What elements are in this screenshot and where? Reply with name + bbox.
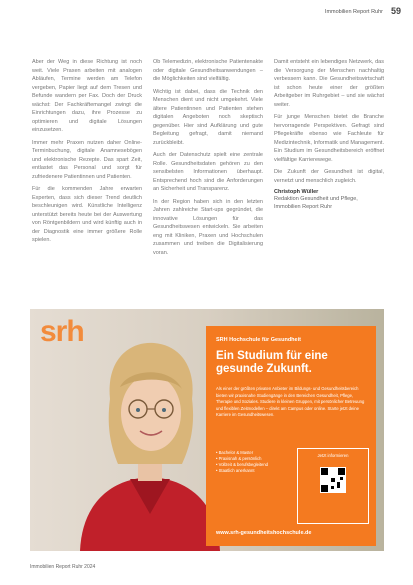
info-panel [206,326,376,546]
paragraph: Für die kommenden Jahre erwarten Experten, dass sich dieser Trend deutlich beschleunigen wird. Künstliche Intelligenz unterstützt bereits heute bei der Auswertung von Röntgenbildern und wird künftig auch in der Diagnostik eine immer größere Rolle spielen. [32,186,142,243]
article-column-1 [32,58,142,302]
author-signature: Christoph Wüller [274,189,319,195]
ad-headline-label: SRH Hochschule für Gesundheit [216,337,301,343]
paragraph: Wichtig ist dabei, dass die Technik den Menschen dient und nicht umgekehrt. Viele ältere Patientinnen und Patienten stehen digitalen Angeboten noch skeptisch gegenüber. Hier sind Aufklärung und gute Begleitung gefragt, damit niemand zurückbleibt. [153,88,263,146]
qr-scan-box[interactable] [297,448,369,524]
page-footer: Immobilien Report Ruhr 2024 [30,564,96,570]
ad-feature-list [216,450,286,474]
srh-logo: srh [40,315,84,348]
ad-title [216,350,366,376]
scan-label: Jetzt informieren [317,453,349,458]
ad-url-link[interactable]: www.srh-gesundheitshochschule.de [216,530,312,536]
list-item: • Bachelor & Master [216,450,286,456]
srh-advertisement[interactable] [30,309,384,551]
page-header [30,6,401,20]
paragraph: Die Zukunft der Gesundheit ist digital, vernetzt und menschlich zugleich. [274,169,384,184]
ad-body-text: Als einer der größten privaten Anbieter im Bildungs- und Gesundheitsbereich bieten wir praxisnahe Studiengänge in den Bereichen Gesundheit, Pflege, Therapie und Soziales. Studiere in kleinen Gruppen, mit persönlicher Betreuung und flexiblen Zeitmodellen – direkt am Campus oder online. Starte jetzt deine Karriere im Gesundheitswesen. [216,386,365,417]
ad-title-line-1: Ein Studium für eine [216,350,328,362]
article-columns [32,58,384,302]
list-item: • Staatlich anerkannt [216,468,286,474]
list-item: • Praxisnah & persönlich [216,456,286,462]
article-column-3 [274,58,384,302]
paragraph: In der Region haben sich in den letzten Jahren zahlreiche Start-ups gegründet, die innovative Lösungen für das Gesundheitswesen entwickeln. Sie arbeiten eng mit Kliniken, Praxen und Hochschulen zusammen und treiben die Digitalisierung voran. [153,198,263,256]
paragraph: Damit entsteht ein lebendiges Netzwerk, das die Versorgung der Menschen nachhaltig verbessern kann. Die Gesundheitswirtschaft ist schon heute einer der größten Arbeitgeber im Ruhrgebiet – und sie wächst weiter. [274,59,384,108]
paragraph: Ob Telemedizin, elektronische Patientenakte oder digitale Gesundheitsanwendungen – die Möglichkeiten sind vielfältig. [153,59,263,82]
magazine-name: Immobilien Report Ruhr [324,9,383,15]
ad-title-line-2: gesunde Zukunft. [216,363,312,375]
paragraph: Immer mehr Praxen nutzen daher Online-Terminbuchung, digitale Anamnesebögen und elektronische Rezepte. Das spart Zeit, entlastet das Personal und sorgt für zufriedenere Patientinnen und Patienten. [32,139,142,180]
author-role: Redaktion Gesundheit und Pflege, Immobilien Report Ruhr [274,196,358,210]
list-item: • Vollzeit & berufsbegleitend [216,462,286,468]
paragraph: Auch der Datenschutz spielt eine zentrale Rolle. Gesundheitsdaten gehören zu den sensibelsten Informationen überhaupt. Entsprechend hoch sind die Anforderungen an Sicherheit und Transparenz. [153,152,263,192]
page-number: 59 [390,6,401,16]
qr-code-icon[interactable] [320,467,346,493]
article-column-2 [153,58,263,302]
paragraph: Aber der Weg in diese Richtung ist noch weit. Viele Praxen arbeiten mit analogen Abläufen, Termine werden am Telefon vergeben, Papier liegt auf dem Tresen und Befunde wandern per Fax. Doch der Druck wächst: Der Fachkräftemangel zwingt die Einrichtungen dazu, ihre Prozesse zu optimieren und digitale Lösungen einzusetzen. [32,59,142,133]
paragraph: Für junge Menschen bietet die Branche hervorragende Perspektiven. Gefragt sind Pflegekräfte ebenso wie Fachleute für Medizintechnik, Informatik und Management. Ein Studium im Gesundheitsbereich eröffnet vielfältige Karrierewege. [274,114,384,163]
